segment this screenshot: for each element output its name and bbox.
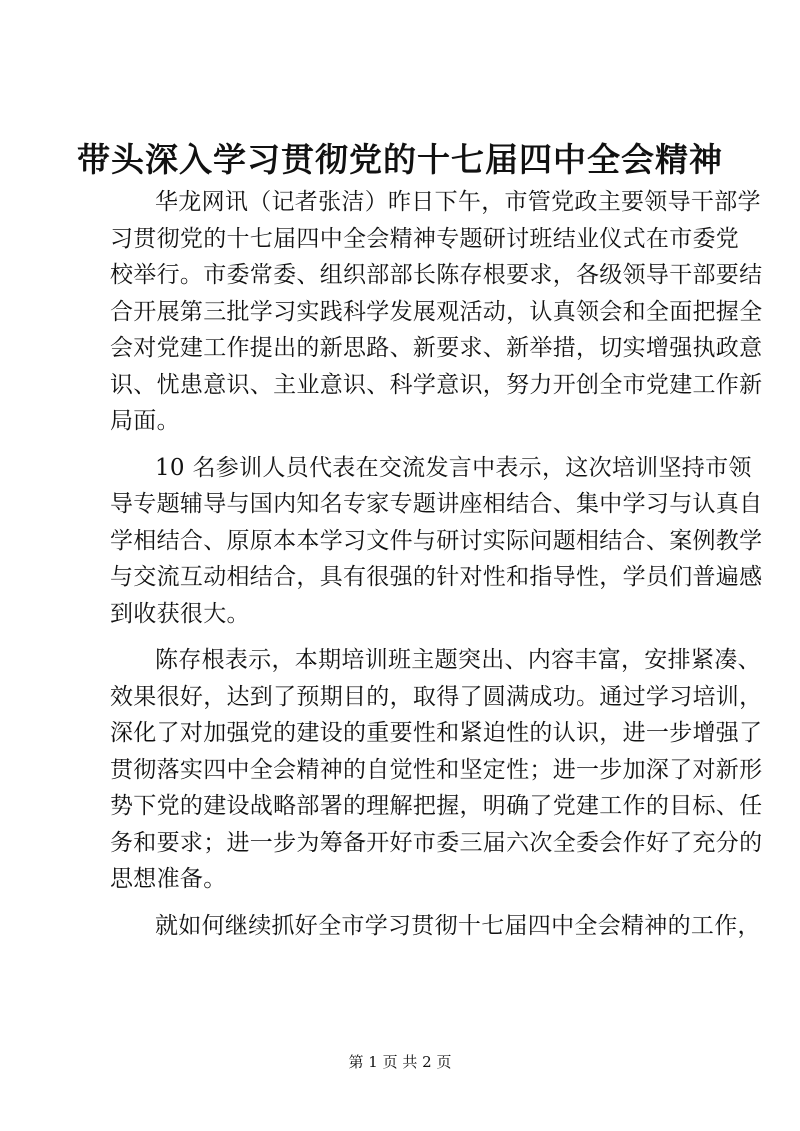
text-line: 导专题辅导与国内知名专家专题讲座相结合、集中学习与认真自: [110, 491, 763, 517]
text-line: 校举行。市委常委、组织部部长陈存根要求，各级领导干部要结: [110, 262, 763, 288]
text-line: 合开展第三批学习实践科学发展观活动，认真领会和全面把握全: [110, 298, 763, 325]
text-line: 10 名参训人员代表在交流发言中表示，这次培训坚持市领: [155, 454, 752, 481]
text-line: 习贯彻党的十七届四中全会精神专题研讨班结业仪式在市委党: [110, 225, 740, 252]
text-line: 识、忧患意识、主业意识、科学意识，努力开创全市党建工作新: [110, 371, 763, 398]
document-body: [110, 184, 763, 954]
text-line: 思想准备。: [110, 866, 227, 892]
paragraph-2: [110, 450, 763, 633]
paragraph-3: [110, 642, 763, 898]
text-line: 陈存根表示，本期培训班主题突出、内容丰富，安排紧凑、: [155, 647, 761, 673]
text-line: 到收获很大。: [110, 600, 250, 627]
text-line: 与交流互动相结合，具有很强的针对性和指导性，学员们普遍感: [110, 564, 763, 590]
text-line: 深化了对加强党的建设的重要性和紧迫性的认识，进一步增强了: [110, 720, 763, 746]
text-line: 效果很好，达到了预期目的，取得了圆满成功。通过学习培训，: [110, 683, 763, 710]
text-line: 就如何继续抓好全市学习贯彻十七届四中全会精神的工作，: [155, 912, 761, 939]
text-line: 贯彻落实四中全会精神的自觉性和坚定性；进一步加深了对新形: [110, 756, 763, 783]
paragraph-4: [110, 908, 761, 945]
text-line: 学相结合、原原本本学习文件与研讨实际问题相结合、案例教学: [110, 527, 763, 554]
text-line: 会对党建工作提出的新思路、新要求、新举措，切实增强执政意: [110, 335, 763, 361]
document-title: 带头深入学习贯彻党的十七届四中全会精神: [77, 140, 723, 179]
paragraph-1: [110, 184, 763, 440]
text-line: 局面。: [110, 408, 180, 434]
text-line: 势下党的建设战略部署的理解把握，明确了党建工作的目标、任: [110, 793, 763, 819]
text-line: 务和要求；进一步为筹备开好市委三届六次全委会作好了充分的: [110, 829, 763, 856]
text-line: 华龙网讯（记者张洁）昨日下午，市管党政主要领导干部学: [155, 189, 761, 215]
page-number-footer: 第 1 页 共 2 页: [348, 1053, 452, 1071]
